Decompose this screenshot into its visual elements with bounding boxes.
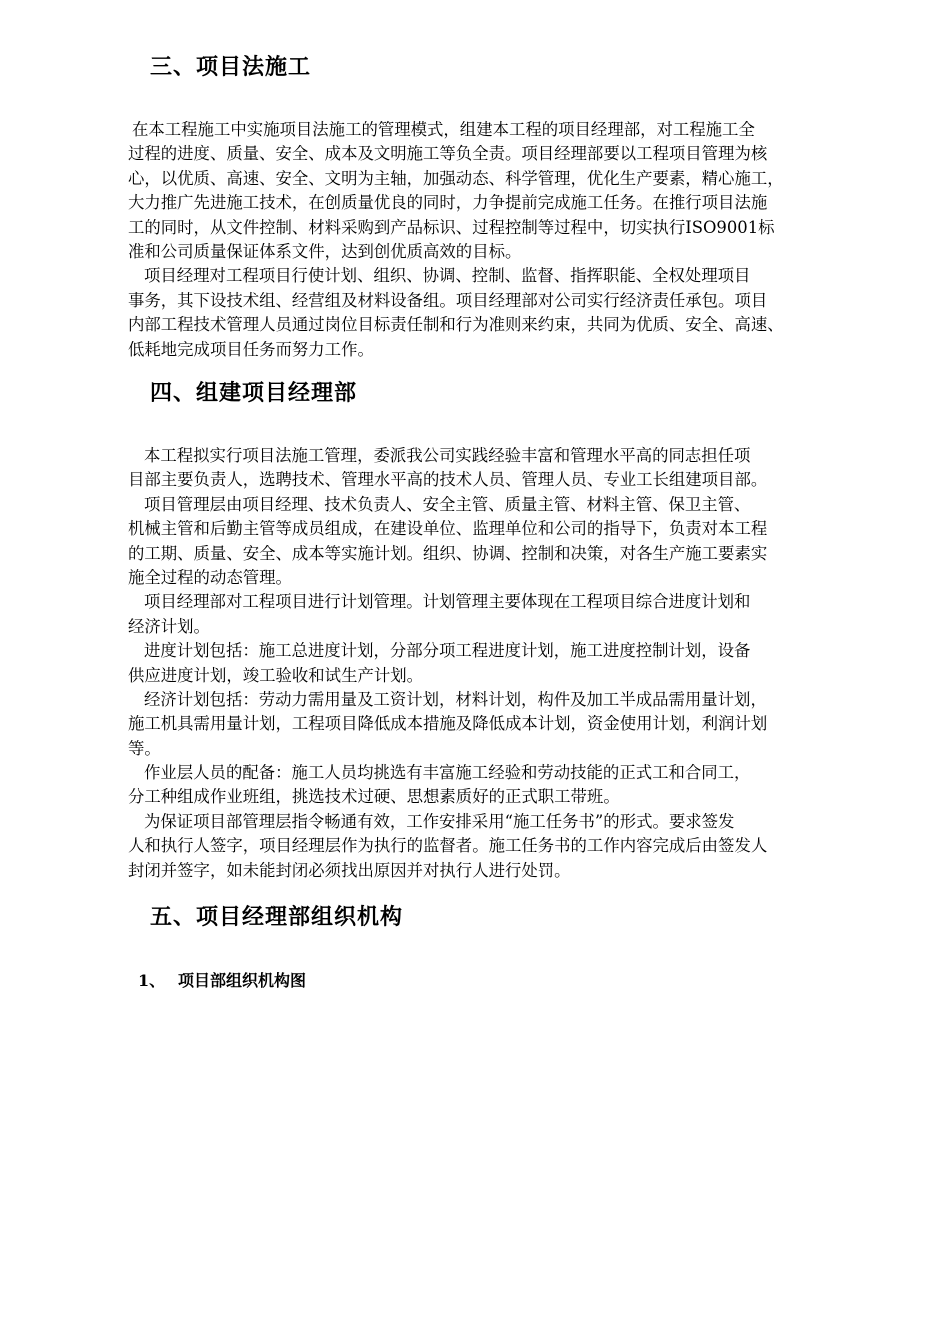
paragraph-line: 人和执行人签字，项目经理层作为执行的监督者。施工任务书的工作内容完成后由签发人 [128, 836, 768, 856]
paragraph-line: 项目经理对工程项目行使计划、组织、协调、控制、监督、指挥职能、全权处理项目 [144, 266, 751, 286]
paragraph-line: 供应进度计划，竣工验收和试生产计划。 [128, 665, 424, 685]
paragraph-line: 内部工程技术管理人员通过岗位目标责任制和行为准则来约束，共同为优质、安全、高速、 [128, 315, 784, 335]
paragraph-line: 项目管理层由项目经理、技术负责人、安全主管、质量主管、材料主管、保卫主管、 [144, 494, 751, 514]
paragraph-line: 心，以优质、高速、安全、文明为主轴，加强动态、科学管理，优化生产要素，精心施工， [128, 168, 784, 188]
section-heading-4: 四、组建项目经理部 [150, 380, 358, 406]
paragraph-line: 分工种组成作业班组，挑选技术过硬、思想素质好的正式职工带班。 [128, 787, 620, 807]
paragraph-line: 经济计划。 [128, 616, 210, 636]
subsection-number: 1、 [138, 971, 166, 990]
paragraph-line: 经济计划包括：劳动力需用量及工资计划，材料计划，构件及加工半成品需用量计划， [144, 689, 767, 709]
subsection-heading [138, 969, 306, 993]
paragraph-line: 作业层人员的配备：施工人员均挑选有丰富施工经验和劳动技能的正式工和合同工， [144, 763, 751, 783]
subsection-title: 项目部组织机构图 [178, 971, 307, 990]
paragraph-line: 封闭并签字，如未能封闭必须找出原因并对执行人进行处罚。 [128, 860, 571, 880]
paragraph-line: 目部主要负责人，选聘技术、管理水平高的技术人员、管理人员、专业工长组建项目部。 [128, 470, 768, 490]
paragraph-line: 项目经理部对工程项目进行计划管理。计划管理主要体现在工程项目综合进度计划和 [144, 592, 751, 612]
paragraph-line: 准和公司质量保证体系文件，达到创优质高效的目标。 [128, 241, 522, 261]
paragraph-line: 在本工程施工中实施项目法施工的管理模式，组建本工程的项目经理部，对工程施工全 [132, 120, 755, 139]
section-heading-5: 五、项目经理部组织机构 [150, 904, 404, 930]
paragraph-line: 工的同时，从文件控制、材料采购到产品标识、过程控制等过程中，切实执行ISO9001标 [128, 217, 775, 237]
paragraph-line: 的工期、质量、安全、成本等实施计划。组织、协调、控制和决策，对各生产施工要素实 [128, 543, 768, 563]
paragraph-line: 过程的进度、质量、安全、成本及文明施工等负全责。项目经理部要以工程项目管理为核 [128, 144, 768, 164]
paragraph-line: 事务，其下设技术组、经营组及材料设备组。项目经理部对公司实行经济责任承包。项目 [128, 290, 768, 310]
paragraph-line: 本工程拟实行项目法施工管理，委派我公司实践经验丰富和管理水平高的同志担任项 [144, 446, 751, 465]
paragraph [128, 444, 862, 883]
paragraph-line: 大力推广先进施工技术，在创质量优良的同时，力争提前完成施工任务。在推行项目法施 [128, 193, 768, 213]
paragraph-line: 机械主管和后勤主管等成员组成，在建设单位、监理单位和公司的指导下，负责对本工程 [128, 519, 768, 539]
paragraph-line: 低耗地完成项目任务而努力工作。 [128, 339, 374, 359]
paragraph-line: 施全过程的动态管理。 [128, 567, 292, 587]
paragraph-line: 施工机具需用量计划，工程项目降低成本措施及降低成本计划，资金使用计划，利润计划 [128, 714, 768, 734]
paragraph [128, 118, 862, 362]
section-heading-3: 三、项目法施工 [150, 54, 312, 80]
paragraph-line: 等。 [128, 738, 161, 758]
paragraph-line: 进度计划包括：施工总进度计划，分部分项工程进度计划，施工进度控制计划，设备 [144, 641, 751, 661]
paragraph-line: 为保证项目部管理层指令畅通有效，工作安排采用“施工任务书”的形式。要求签发 [144, 811, 735, 831]
